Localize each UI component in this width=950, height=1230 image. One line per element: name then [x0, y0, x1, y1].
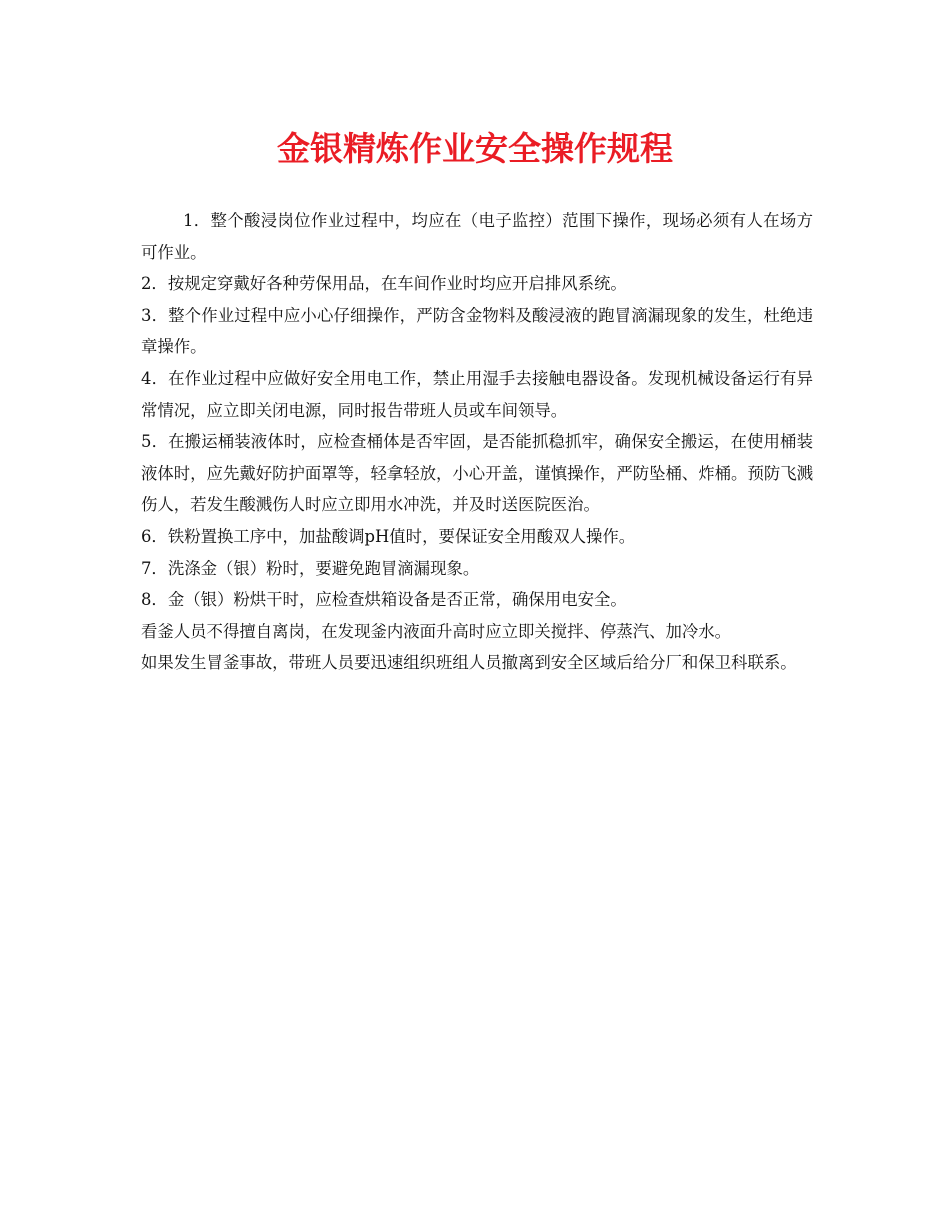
paragraph-1: 1．整个酸浸岗位作业过程中，均应在（电子监控）范围下操作，现场必须有人在场方可作业。	[141, 211, 813, 262]
document-body	[141, 205, 813, 679]
document-title: 金银精炼作业安全操作规程	[277, 129, 673, 168]
paragraph-3: 3．整个作业过程中应小心仔细操作，严防含金物料及酸浸液的跑冒滴漏现象的发生，杜绝违章操作。	[141, 305, 813, 357]
paragraph-10: 如果发生冒釜事故，带班人员要迅速组织班组人员撤离到安全区域后给分厂和保卫科联系。	[141, 653, 797, 673]
paragraph-4: 4．在作业过程中应做好安全用电工作，禁止用湿手去接触电器设备。发现机械设备运行有异常情况，应立即关闭电源，同时报告带班人员或车间领导。	[141, 368, 813, 420]
paragraph-9: 看釜人员不得擅自离岗，在发现釜内液面升高时应立即关搅拌、停蒸汽、加冷水。	[141, 621, 732, 641]
paragraph-5: 5．在搬运桶装液体时，应检查桶体是否牢固，是否能抓稳抓牢，确保安全搬运，在使用桶装液体时，应先戴好防护面罩等，轻拿轻放，小心开盖，谨慎操作，严防坠桶、炸桶。预防飞溅伤人，若发生酸溅伤人时应立即用水冲洗，并及时送医院医治。	[141, 432, 814, 515]
paragraph-8: 8．金（银）粉烘干时，应检查烘箱设备是否正常，确保用电安全。	[141, 590, 627, 610]
paragraph-6: 6．铁粉置换工序中，加盐酸调pH值时，要保证安全用酸双人操作。	[141, 526, 636, 546]
paragraph-7: 7．洗涤金（银）粉时，要避免跑冒滴漏现象。	[141, 558, 480, 578]
paragraph-2: 2．按规定穿戴好各种劳保用品，在车间作业时均应开启排风系统。	[141, 274, 627, 294]
